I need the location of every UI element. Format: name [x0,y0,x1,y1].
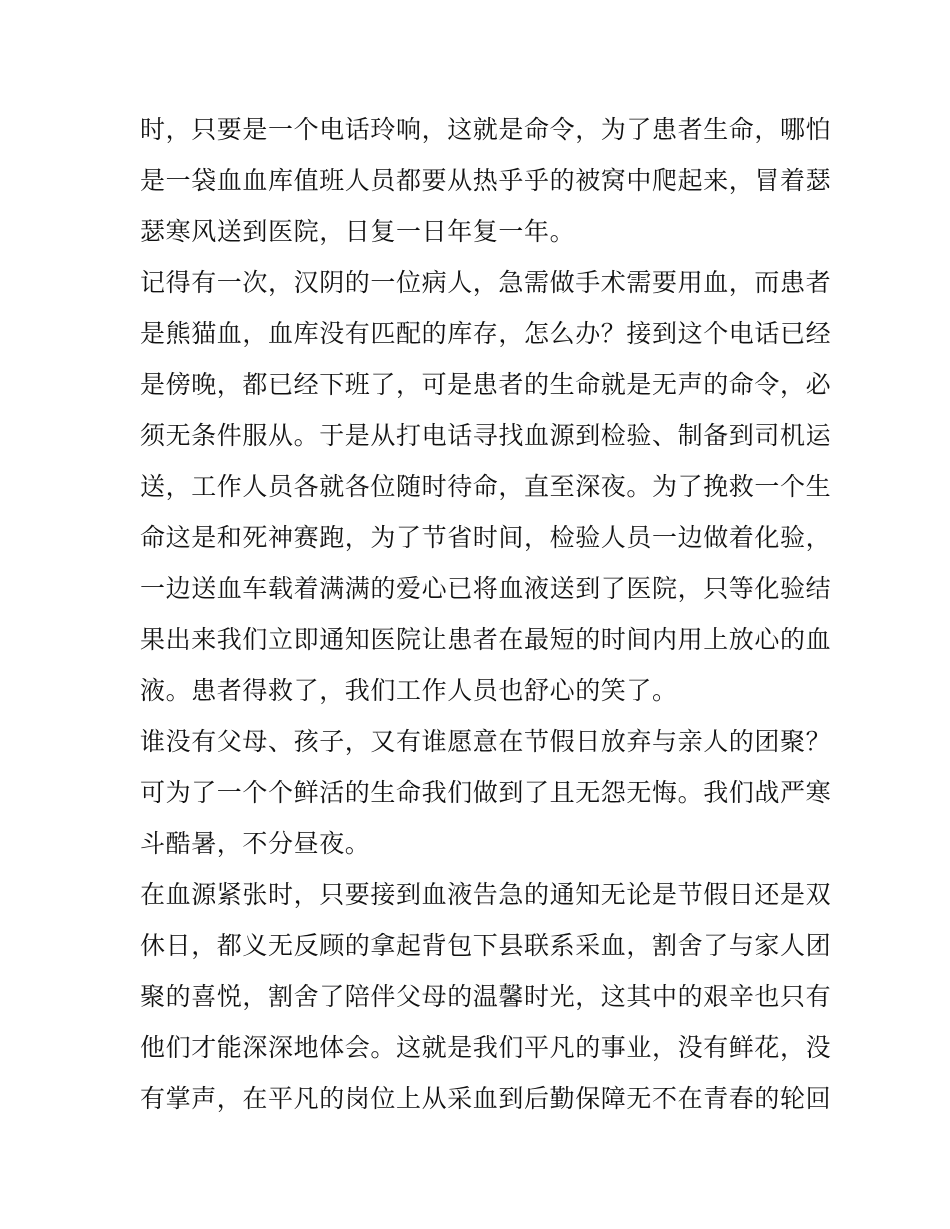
text-line: 果出来我们立即通知医院让患者在最短的时间内用上放心的血 [140,625,832,654]
text-line: 是一袋血血库值班人员都要从热乎乎的被窝中爬起来，冒着瑟 [140,166,832,195]
text-line: 聚的喜悦，割舍了陪伴父母的温馨时光，这其中的艰辛也只有 [140,982,832,1011]
text-line: 休日，都义无反顾的拿起背包下县联系采血，割舍了与家人团 [140,931,832,960]
text-line: 时，只要是一个电话玲响，这就是命令，为了患者生命，哪怕 [140,115,832,144]
text-line: 在血源紧张时，只要接到血液告急的通知无论是节假日还是双 [140,880,832,909]
text-line: 是熊猫血，血库没有匹配的库存，怎么办？接到这个电话已经 [140,319,832,348]
text-line: 是傍晚，都已经下班了，可是患者的生命就是无声的命令，必 [140,370,832,399]
text-line: 瑟寒风送到医院，日复一日年复一年。 [140,217,576,246]
text-line: 他们才能深深地体会。这就是我们平凡的事业，没有鲜花，没 [140,1033,832,1062]
text-line: 须无条件服从。于是从打电话寻找血源到检验、制备到司机运 [140,421,832,450]
text-line: 送，工作人员各就各位随时待命，直至深夜。为了挽救一个生 [140,472,832,501]
body-text [140,104,832,1124]
text-line: 记得有一次，汉阴的一位病人，急需做手术需要用血，而患者 [140,268,832,297]
text-line: 斗酷暑，不分昼夜。 [140,829,371,858]
text-line: 谁没有父母、孩子，又有谁愿意在节假日放弃与亲人的团聚？ [140,727,832,756]
text-line: 有掌声，在平凡的岗位上从采血到后勤保障无不在青春的轮回 [140,1084,832,1113]
text-line: 一边送血车载着满满的爱心已将血液送到了医院，只等化验结 [140,574,832,603]
text-line: 液。患者得救了，我们工作人员也舒心的笑了。 [140,676,678,705]
text-line: 命这是和死神赛跑，为了节省时间，检验人员一边做着化验， [140,523,832,552]
text-line: 可为了一个个鲜活的生命我们做到了且无怨无悔。我们战严寒 [140,778,832,807]
